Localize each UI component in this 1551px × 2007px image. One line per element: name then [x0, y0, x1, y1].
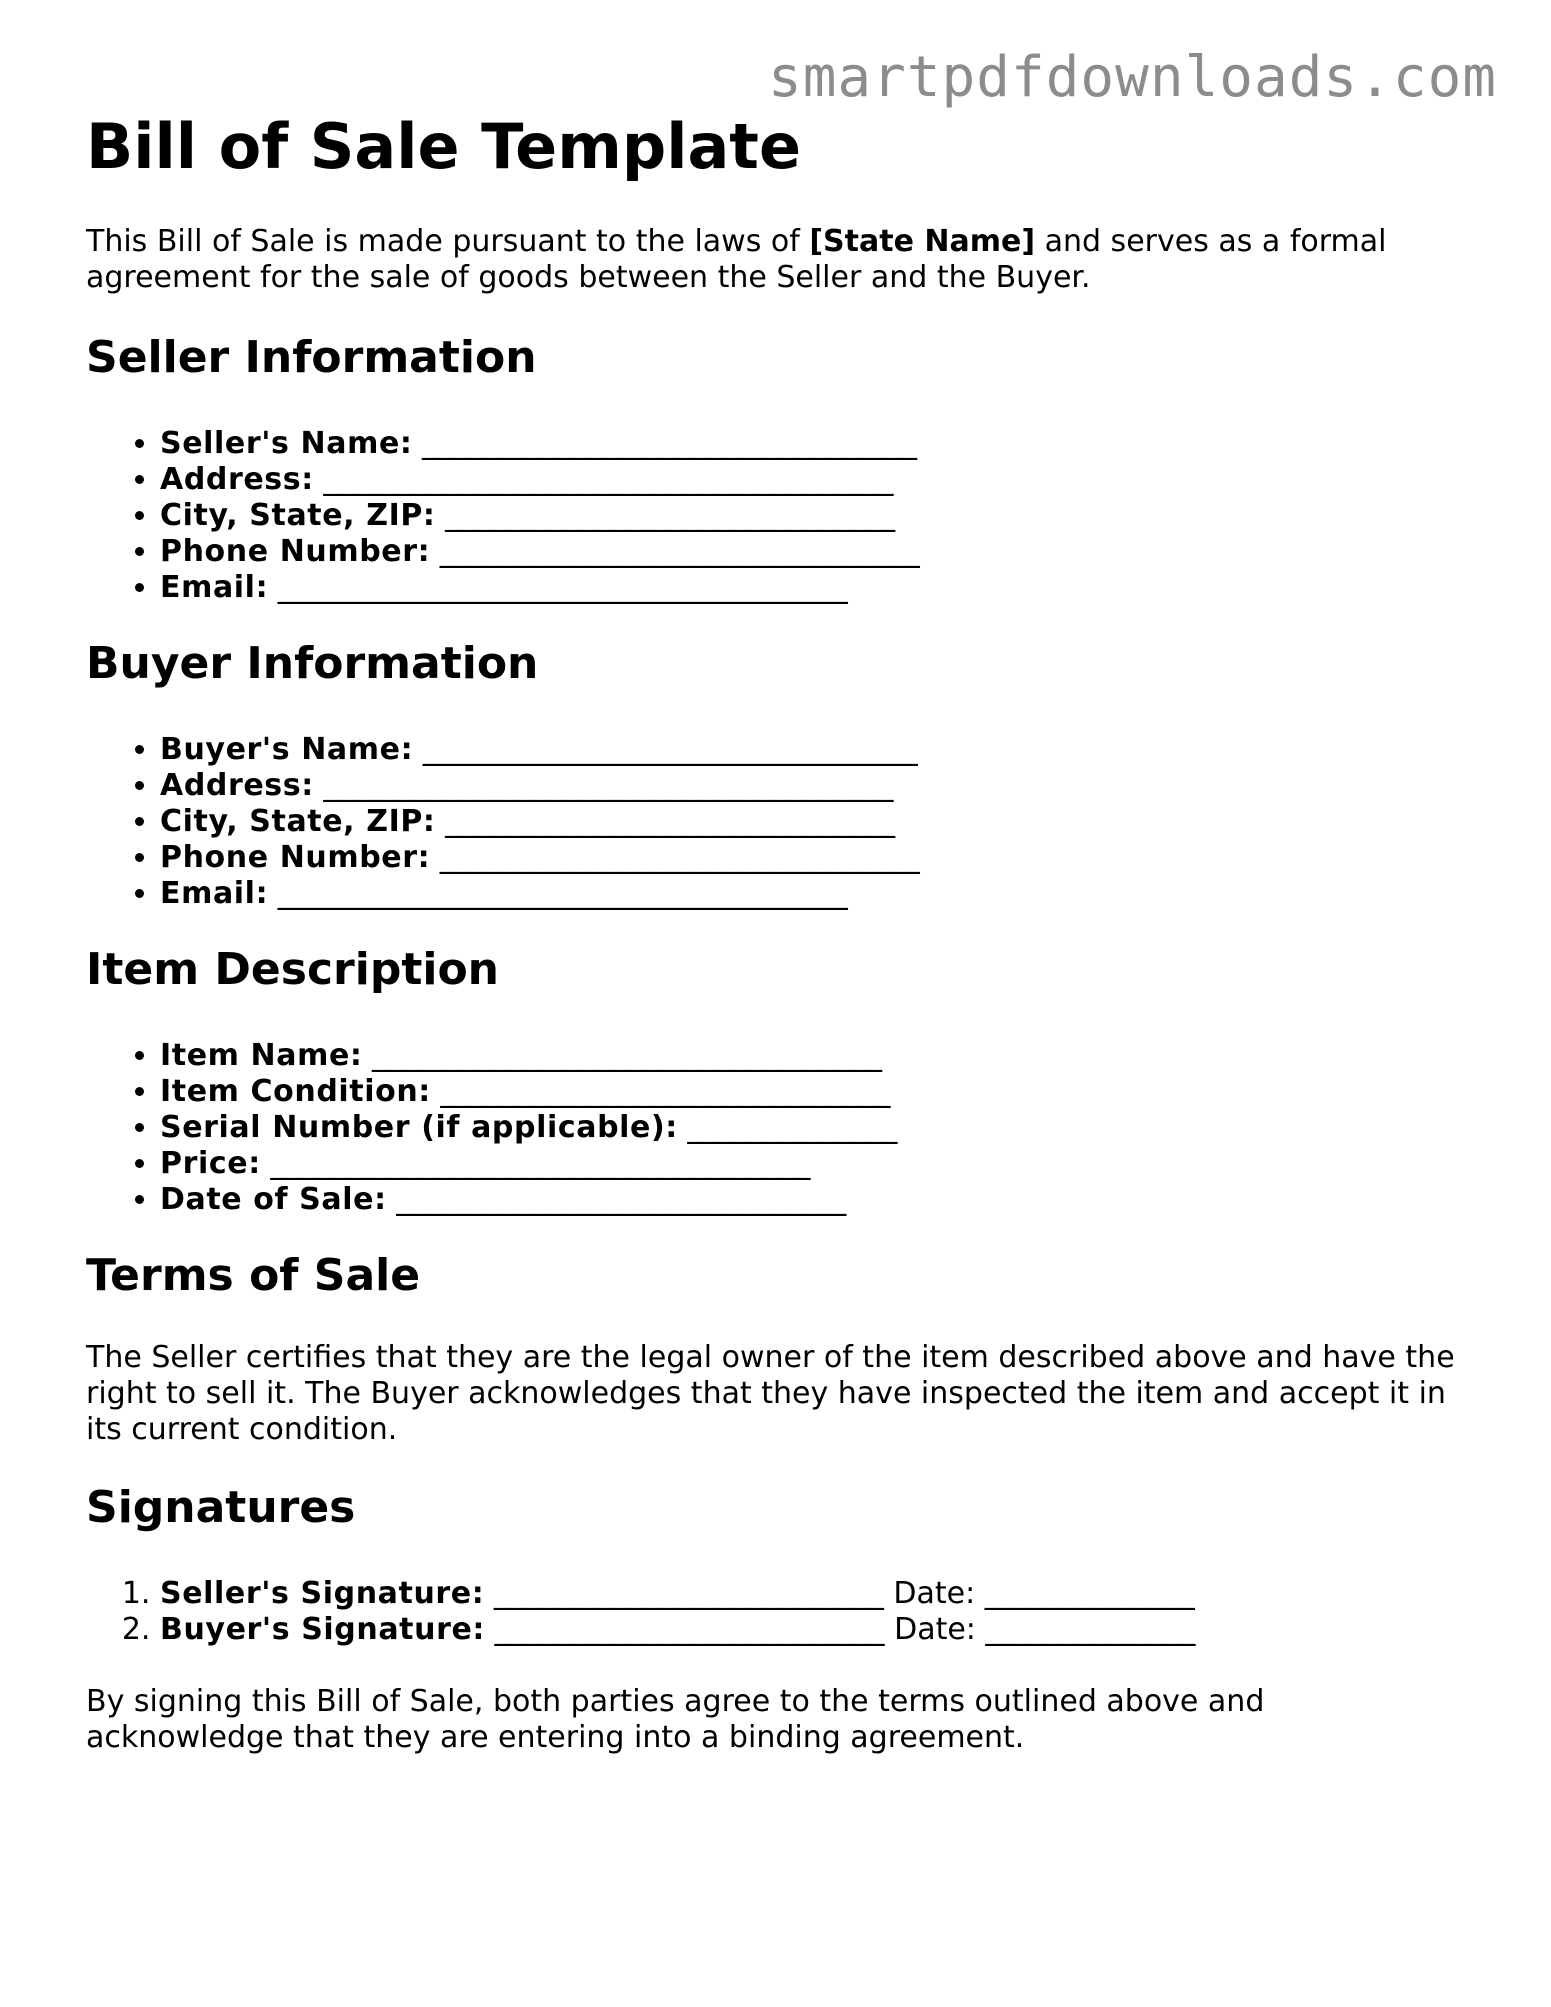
closing-paragraph: By signing this Bill of Sale, both parties agree to the terms outlined above and acknowledge that they are entering into a binding agreement. [86, 1684, 1265, 1755]
field-label: Item Name: [160, 1038, 363, 1073]
signature-label: Seller's Signature: [160, 1576, 485, 1611]
intro-text-before: This Bill of Sale is made pursuant to the laws of [86, 224, 810, 259]
seller-email-field [160, 570, 1466, 606]
item-serial-field [160, 1110, 1466, 1146]
field-label: Buyer's Name: [160, 732, 414, 767]
seller-address-field [160, 462, 1466, 498]
field-label: Price: [160, 1146, 261, 1181]
signatures-section-heading: Signatures [86, 1482, 356, 1533]
field-blank: ______________ [677, 1110, 898, 1145]
seller-section-heading: Seller Information [86, 332, 537, 383]
document-body [86, 108, 1466, 1756]
field-label: Address: [160, 768, 314, 803]
document-title: Bill of Sale Template [86, 110, 801, 183]
buyer-city-state-zip-field [160, 804, 1466, 840]
signature-blank: __________________________ Date: ______________ [485, 1612, 1196, 1647]
buyer-email-field [160, 876, 1466, 912]
field-blank: ________________________________ [430, 840, 920, 875]
field-blank: ______________________________ [435, 498, 896, 533]
seller-fields-list [86, 426, 1466, 606]
field-blank: __________________________________ [362, 1038, 883, 1073]
buyer-fields-list [86, 732, 1466, 912]
seller-city-state-zip-field [160, 498, 1466, 534]
field-label: Seller's Name: [160, 426, 413, 461]
seller-phone-field [160, 534, 1466, 570]
buyer-section-heading: Buyer Information [86, 638, 539, 689]
watermark-text: smartpdfdownloads.com [767, 45, 1497, 110]
field-label: Email: [160, 876, 269, 911]
seller-signature-line [160, 1576, 1466, 1612]
buyer-name-field [160, 732, 1466, 768]
item-fields-list [86, 1038, 1466, 1218]
item-section-heading: Item Description [86, 944, 499, 995]
state-name-placeholder: [State Name] [809, 224, 1036, 259]
field-label: Date of Sale: [160, 1182, 387, 1217]
intro-paragraph [86, 224, 1466, 296]
field-label: Item Condition: [160, 1074, 431, 1109]
field-label: City, State, ZIP: [160, 804, 436, 839]
terms-paragraph: The Seller certifies that they are the legal owner of the item described above and have the right to sell it. The Buyer acknowledges that they have inspected the item and accept it in its current condition. [86, 1340, 1455, 1447]
field-blank: ______________________________________ [268, 570, 848, 605]
item-name-field [160, 1038, 1466, 1074]
field-blank: ______________________________ [430, 1074, 891, 1109]
field-label: Email: [160, 570, 269, 605]
field-label: Address: [160, 462, 314, 497]
field-blank: _________________________________ [413, 732, 918, 767]
item-date-field [160, 1182, 1466, 1218]
field-blank: ______________________________ [386, 1182, 847, 1217]
field-blank: ______________________________________ [313, 768, 894, 803]
buyer-address-field [160, 768, 1466, 804]
field-label: Serial Number (if applicable): [160, 1110, 678, 1145]
field-label: Phone Number: [160, 534, 431, 569]
signature-blank: __________________________ Date: ______________ [484, 1576, 1195, 1611]
field-blank: ______________________________________ [268, 876, 848, 911]
signature-label: Buyer's Signature: [160, 1612, 486, 1647]
buyer-phone-field [160, 840, 1466, 876]
terms-section-heading: Terms of Sale [86, 1250, 421, 1301]
item-price-field [160, 1146, 1466, 1182]
field-blank: ______________________________________ [313, 462, 894, 497]
field-blank: ______________________________ [435, 804, 896, 839]
buyer-signature-line [160, 1612, 1466, 1648]
field-blank: ________________________________ [430, 534, 920, 569]
item-condition-field [160, 1074, 1466, 1110]
field-blank: ____________________________________ [260, 1146, 811, 1181]
field-label: Phone Number: [160, 840, 431, 875]
intro-text-after: and serves as a formal agreement for the sale of goods between the Seller and the Buyer. [86, 224, 1387, 295]
field-label: City, State, ZIP: [160, 498, 436, 533]
signatures-list [86, 1576, 1466, 1648]
field-blank: _________________________________ [412, 426, 918, 461]
seller-name-field [160, 426, 1466, 462]
